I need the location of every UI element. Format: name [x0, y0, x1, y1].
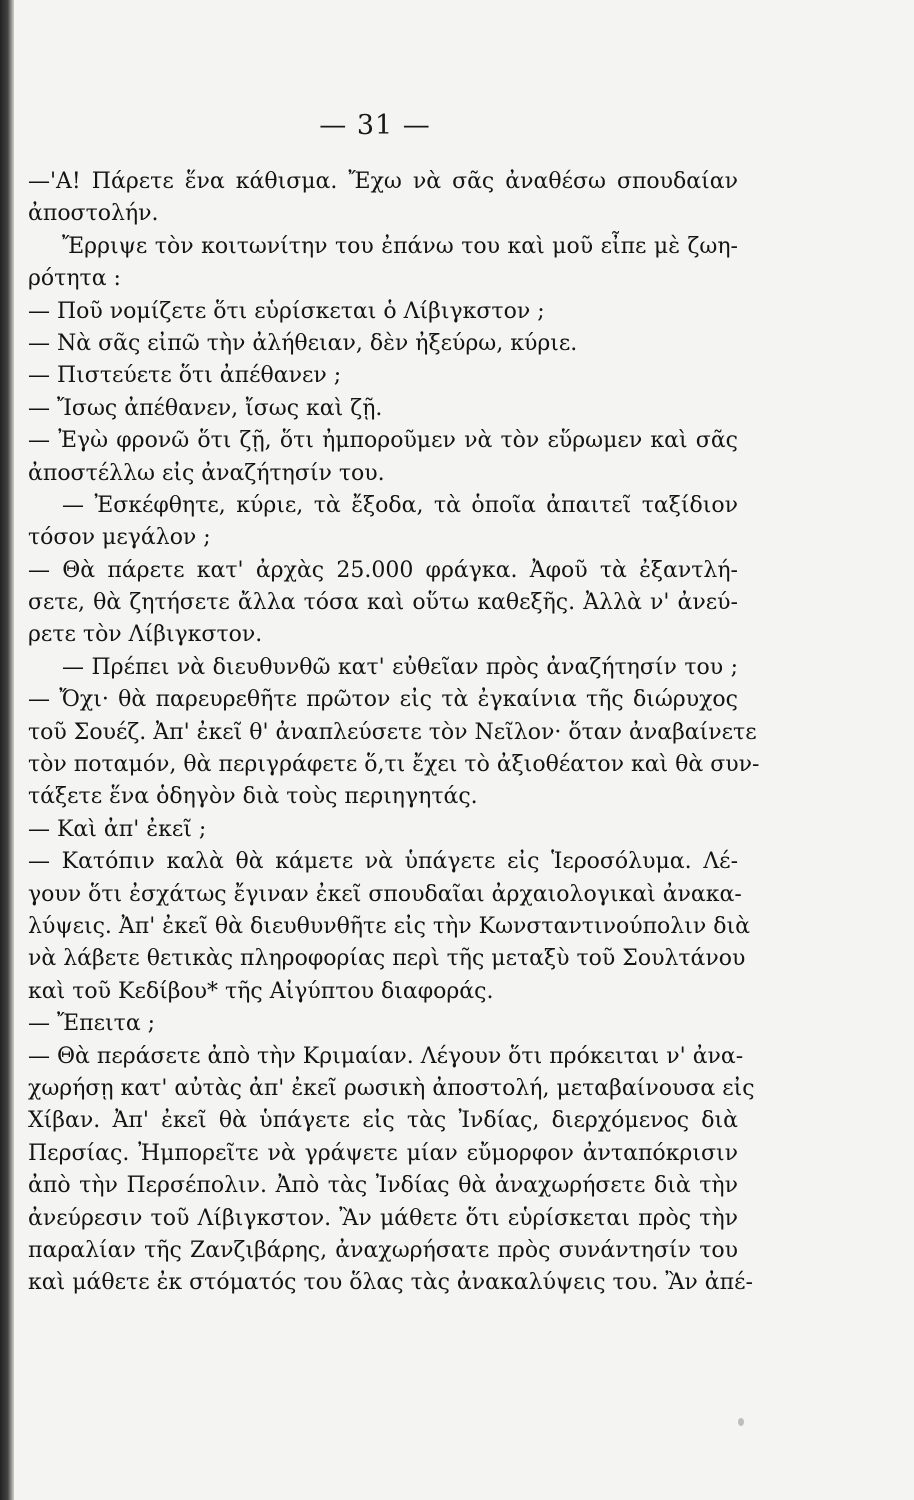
text-line: — Ἐγὼ φρονῶ ὅτι ζῇ, ὅτι ἠμποροῦμεν νὰ τὸν εὕρωμεν καὶ σᾶς [28, 428, 738, 454]
text-line: — Ἐσκέφθητε, κύριε, τὰ ἔξοδα, τὰ ὁποῖα ἀπαιτεῖ ταξίδιον [62, 492, 738, 518]
text-line: ἀποστολήν. [28, 201, 159, 227]
text-line: λύψεις. Ἀπ' ἐκεῖ θὰ διευθυνθῆτε εἰς τὴν Κωνσταντινούπολιν διὰ [28, 913, 750, 939]
text-line: — Πρέπει νὰ διευθυνθῶ κατ' εὐθεῖαν πρὸς ἀναζήτησίν του ; [62, 654, 738, 680]
text-line: ρετε τὸν Λίβιγκστον. [28, 622, 263, 648]
text-line: — Ὄχι· θὰ παρευρεθῆτε πρῶτον εἰς τὰ ἐγκαίνια τῆς διώρυχος [28, 687, 738, 713]
text-line: — Πιστεύετε ὅτι ἀπέθανεν ; [28, 363, 342, 389]
text-line: τὸν ποταμόν, θὰ περιγράφετε ὅ,τι ἔχει τὸ ἀξιοθέατον καὶ θὰ συν- [28, 752, 760, 778]
text-line: γουν ὅτι ἐσχάτως ἔγιναν ἐκεῖ σπουδαῖαι ἀρχαιολογικαὶ ἀνακα- [28, 881, 742, 907]
text-line: — Καὶ ἀπ' ἐκεῖ ; [28, 816, 207, 842]
paper-speck [738, 1418, 744, 1426]
text-line: τόσον μεγάλον ; [28, 525, 211, 551]
text-line: καὶ τοῦ Κεδίβου* τῆς Αἰγύπτου διαφοράς. [28, 978, 494, 1004]
text-line: Ἔρριψε τὸν κοιτωνίτην του ἐπάνω του καὶ μοῦ εἶπε μὲ ζωη- [62, 233, 738, 259]
text-line: — Κατόπιν καλὰ θὰ κάμετε νὰ ὑπάγετε εἰς Ἱεροσόλυμα. Λέ- [28, 849, 738, 875]
text-line: — Ἔπειτα ; [28, 1011, 156, 1037]
text-line: Χίβαν. Ἀπ' ἐκεῖ θὰ ὑπάγετε εἰς τὰς Ἰνδίας, διερχόμενος διὰ [28, 1108, 738, 1134]
page-number: — 31 — [319, 110, 431, 141]
text-line: καὶ μάθετε ἐκ στόματός του ὅλας τὰς ἀνακαλύψεις του. Ἂν ἀπέ- [28, 1270, 753, 1296]
text-line: ἀπὸ τὴν Περσέπολιν. Ἀπὸ τὰς Ἰνδίας θὰ ἀναχωρήσετε διὰ τὴν [28, 1173, 738, 1199]
text-line: —'Α! Πάρετε ἕνα κάθισμα. Ἔχω νὰ σᾶς ἀναθέσω σπουδαίαν [28, 169, 738, 194]
text-line: σετε, θὰ ζητήσετε ἄλλα τόσα καὶ οὕτω καθεξῆς. Ἀλλὰ ν' ἀνεύ- [28, 590, 738, 616]
body-text [28, 166, 760, 1300]
text-line: ρότητα : [28, 266, 121, 292]
text-line: ἀνεύρεσιν τοῦ Λίβιγκστον. Ἂν μάθετε ὅτι εὑρίσκεται πρὸς τὴν [28, 1205, 738, 1231]
text-line: νὰ λάβετε θετικὰς πληροφορίας περὶ τῆς μεταξὺ τοῦ Σουλτάνου [28, 946, 746, 972]
text-line: χωρήσῃ κατ' αὐτὰς ἀπ' ἐκεῖ ρωσικὴ ἀποστολή, μεταβαίνουσα εἰς [28, 1075, 755, 1101]
text-line: — Νὰ σᾶς εἰπῶ τὴν ἀλήθειαν, δὲν ἠξεύρω, κύριε. [28, 330, 578, 356]
text-line: — Ποῦ νομίζετε ὅτι εὑρίσκεται ὁ Λίβιγκστον ; [28, 298, 545, 324]
page-binding-edge [0, 0, 14, 1500]
text-line: — Θὰ περάσετε ἀπὸ τὴν Κριμαίαν. Λέγουν ὅτι πρόκειται ν' ἀνα- [28, 1043, 744, 1069]
text-line: ἀποστέλλω εἰς ἀναζήτησίν του. [28, 460, 385, 486]
text-line: τάξετε ἕνα ὁδηγὸν διὰ τοὺς περιηγητάς. [28, 784, 478, 810]
text-line: — Θὰ πάρετε κατ' ἀρχὰς 25.000 φράγκα. Ἀφοῦ τὰ ἐξαντλή- [28, 557, 738, 583]
text-line: Περσίας. Ἠμπορεῖτε νὰ γράψετε μίαν εὔμορφον ἀνταπόκρισιν [28, 1140, 738, 1166]
text-line: παραλίαν τῆς Ζανζιβάρης, ἀναχωρήσατε πρὸς συνάντησίν του [28, 1237, 738, 1263]
text-line: — Ἴσως ἀπέθανεν, ἴσως καὶ ζῇ. [28, 395, 383, 421]
text-line: τοῦ Σουέζ. Ἀπ' ἐκεῖ θ' ἀναπλεύσετε τὸν Νεῖλον· ὅταν ἀναβαίνετε [28, 719, 757, 745]
